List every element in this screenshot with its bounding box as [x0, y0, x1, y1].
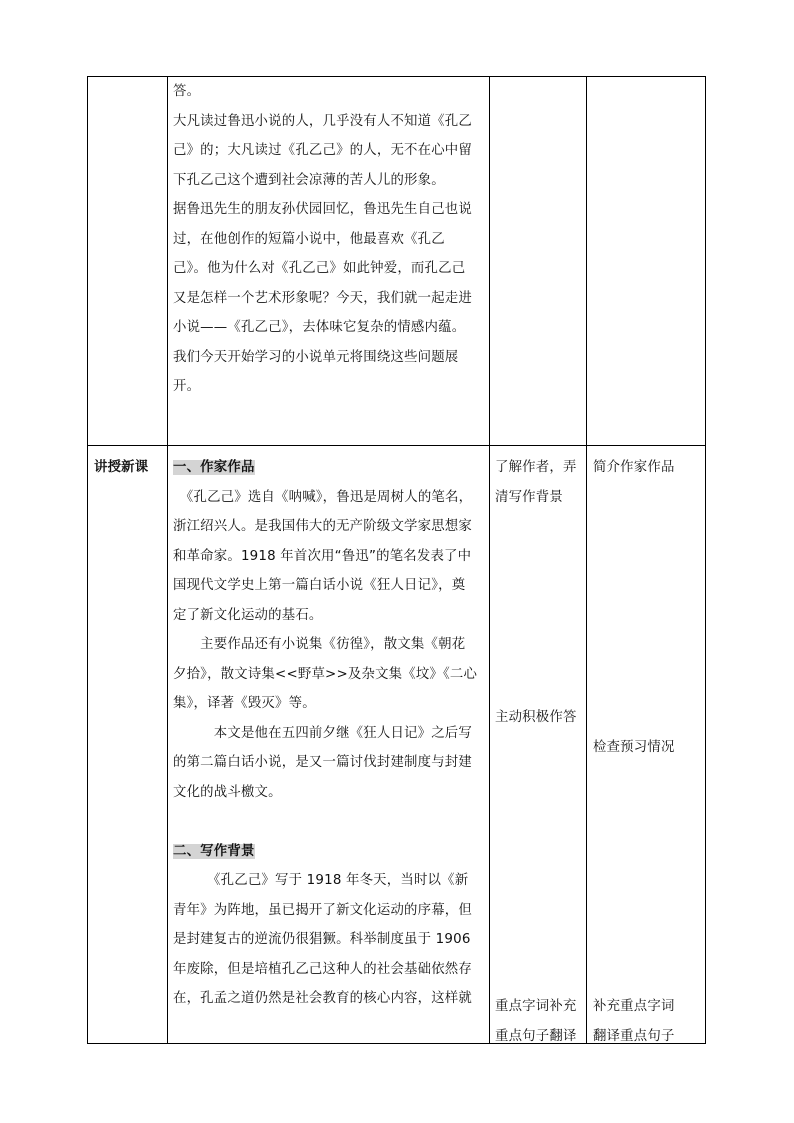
text-line: 重点句子翻译 [495, 1028, 577, 1044]
text-line: 定了新文化运动的基石。 [173, 607, 323, 623]
text-line: 了解作者，弄 [495, 460, 577, 475]
text-line: 重点字词补充 [495, 999, 577, 1014]
text-line: 小说——《孔乙己》，去体味它复杂的情感内蕴。 [173, 320, 466, 335]
text-line: 和革命家。1918 年首次用“鲁迅”的笔名发表了中 [173, 548, 472, 564]
text-line: 下孔乙己这个遭到社会凉薄的苦人儿的形象。 [173, 172, 445, 188]
text-line: 青年》为阵地，虽已揭开了新文化运动的序幕，但 [173, 902, 472, 918]
text-line: 《孔乙己》选自《呐喊》，鲁迅是周树人的笔名， [173, 489, 473, 505]
design-intent-mid: 检查预习情况 [593, 740, 675, 755]
section-heading: 一、作家作品 [173, 460, 255, 475]
text-line: 己》。他为什么对《孔乙己》如此钟爱，而孔乙己 [173, 261, 466, 276]
text-line: 夕拾》，散文诗集<<野草>>及杂文集《坟》《二心 [173, 666, 478, 682]
text-line: 己》的；大凡读过《孔乙己》的人，无不在心中留 [173, 143, 472, 158]
text-line: 过，在他创作的短篇小说中，他最喜欢《孔乙 [173, 231, 445, 247]
text-line: 本文是他在五四前夕继《狂人日记》之后写 [173, 725, 472, 741]
text-line: 浙江绍兴人。是我国伟大的无产阶级文学家思想家 [173, 519, 472, 534]
lesson-table [87, 76, 706, 1044]
text-line: 开。 [173, 379, 201, 394]
lesson-content [173, 453, 489, 1014]
text-line: 又是怎样一个艺术形象呢？今天，我们就一起走进 [173, 290, 472, 306]
row-label: 讲授新课 [94, 460, 149, 475]
student-activity-mid: 主动积极作答 [495, 710, 577, 725]
text-line: 在，孔孟之道仍然是社会教育的核心内容，这样就 [173, 991, 472, 1006]
text-line: 《孔乙己》写于 1918 年冬天，当时以《新 [173, 873, 469, 888]
text-line: 我们今天开始学习的小说单元将围绕这些问题展 [173, 349, 459, 365]
design-intent-top: 简介作家作品 [593, 460, 675, 475]
text-line: 答。 [173, 84, 201, 99]
intro-text [173, 77, 489, 402]
text-line: 翻译重点句子 [593, 1028, 675, 1044]
text-line: 文化的战斗檄文。 [173, 784, 282, 800]
text-line: 清写作背景 [495, 489, 563, 505]
student-activity-top [495, 453, 585, 512]
text-line: 的第二篇白话小说，是又一篇讨伐封建制度与封建 [173, 755, 472, 770]
column-divider [167, 77, 168, 1043]
text-line: 主要作品还有小说集《彷徨》，散文集《朝花 [173, 637, 466, 652]
text-line: 据鲁迅先生的朋友孙伏园回忆，鲁迅先生自己也说 [173, 202, 472, 217]
column-divider [489, 77, 490, 1043]
text-line: 是封建复古的逆流仍很猖獗。科举制度虽于 1906 [173, 932, 471, 947]
text-line: 补充重点字词 [593, 999, 675, 1014]
text-line: 集》，译著《毁灭》等。 [173, 696, 316, 711]
text-line: 大凡读过鲁迅小说的人，几乎没有人不知道《孔乙 [173, 113, 472, 129]
design-intent-bottom [593, 992, 703, 1051]
row-divider [88, 445, 705, 446]
text-line: 国现代文学史上第一篇白话小说《狂人日记》，奠 [173, 578, 466, 593]
text-line: 年废除，但是培植孔乙己这种人的社会基础依然存 [173, 961, 472, 977]
student-activity-bottom [495, 992, 585, 1051]
column-divider [586, 77, 587, 1043]
section-heading: 二、写作背景 [173, 843, 255, 859]
